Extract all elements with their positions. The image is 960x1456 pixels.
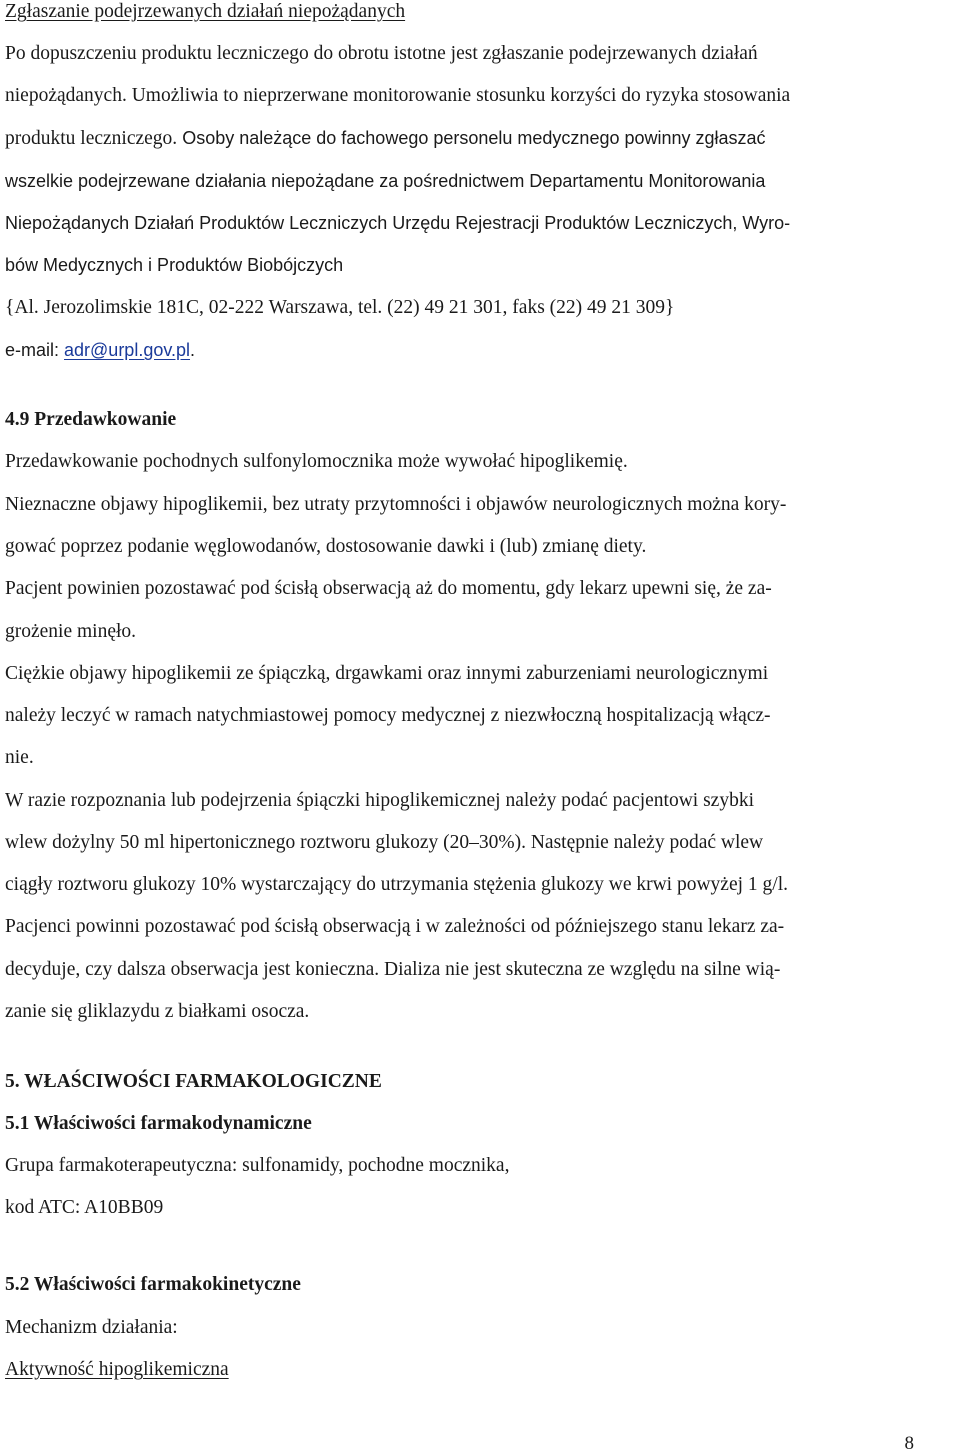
section-4-9-heading: 4.9 Przedawkowanie xyxy=(5,409,177,430)
overdose-line-11: ciągły roztworu glukozy 10% wystarczający do utrzymania stężenia glukozy we krwi powyżej 1 g/l. xyxy=(5,874,788,895)
page-number: 8 xyxy=(904,1433,914,1454)
adverse-address: {Al. Jerozolimskie 181C, 02-222 Warszawa, tel. (22) 49 21 301, faks (22) 49 21 309} xyxy=(5,297,675,318)
adverse-email-line xyxy=(5,338,195,362)
overdose-line-3: gować poprzez podanie węglowodanów, dostosowanie dawki i (lub) zmianę diety. xyxy=(5,536,647,557)
email-link[interactable]: adr@urpl.gov.pl xyxy=(64,340,191,360)
overdose-line-2: Nieznaczne objawy hipoglikemii, bez utraty przytomności i objawów neurologicznych można kory- xyxy=(5,494,787,515)
pharmacotherapeutic-group: Grupa farmakoterapeutyczna: sulfonamidy, pochodne mocznika, xyxy=(5,1155,510,1176)
overdose-line-4: Pacjent powinien pozostawać pod ścisłą obserwacją aż do momentu, gdy lekarz upewni się, że za- xyxy=(5,578,772,599)
adverse-line-2: niepożądanych. Umożliwia to nieprzerwane monitorowanie stosunku korzyści do ryzyka stosowania xyxy=(5,85,791,106)
overdose-line-7: należy leczyć w ramach natychmiastowej pomocy medycznej z niezwłoczną hospitalizacją włącz- xyxy=(5,705,771,726)
adverse-line-4: wszelkie podejrzewane działania niepożądane za pośrednictwem Departamentu Monitorowania xyxy=(5,171,766,191)
email-prefix: e-mail: xyxy=(5,340,65,360)
adverse-line-1: Po dopuszczeniu produktu leczniczego do obrotu istotne jest zgłaszanie podejrzewanych działań xyxy=(5,43,758,64)
adverse-line-3a: produktu leczniczego. xyxy=(5,128,178,149)
section-5-2-heading: 5.2 Właściwości farmakokinetyczne xyxy=(5,1274,301,1295)
overdose-line-13: decyduje, czy dalsza obserwacja jest konieczna. Dializa nie jest skuteczna ze względu na silne wią- xyxy=(5,959,781,980)
overdose-line-8: nie. xyxy=(5,747,34,768)
section-5-heading: 5. WŁAŚCIWOŚCI FARMAKOLOGICZNE xyxy=(5,1071,382,1092)
overdose-line-14: zanie się gliklazydu z białkami osocza. xyxy=(5,1001,310,1022)
overdose-line-5: grożenie minęło. xyxy=(5,621,137,642)
mechanism-label: Mechanizm działania: xyxy=(5,1317,178,1338)
section-5-1-heading: 5.1 Właściwości farmakodynamiczne xyxy=(5,1113,312,1134)
overdose-line-9: W razie rozpoznania lub podejrzenia śpiączki hipoglikemicznej należy podać pacjentowi szybki xyxy=(5,790,754,811)
overdose-line-12: Pacjenci powinni pozostawać pod ścisłą obserwacją i w zależności od późniejszego stanu lekarz za- xyxy=(5,916,785,937)
atc-code: kod ATC: A10BB09 xyxy=(5,1197,164,1218)
hypoglycemic-activity-heading: Aktywność hipoglikemiczna xyxy=(5,1359,229,1380)
email-suffix: . xyxy=(190,340,196,360)
adverse-line-3b: Osoby należące do fachowego personelu medycznego powinny zgłaszać xyxy=(177,128,766,148)
overdose-line-10: wlew dożylny 50 ml hipertonicznego roztworu glukozy (20–30%). Następnie należy podać wlew xyxy=(5,832,764,853)
overdose-line-1: Przedawkowanie pochodnych sulfonylomocznika może wywołać hipoglikemię. xyxy=(5,451,628,472)
adverse-reporting-heading: Zgłaszanie podejrzewanych działań niepożądanych xyxy=(5,1,406,22)
adverse-line-5: Niepożądanych Działań Produktów Leczniczych Urzędu Rejestracji Produktów Leczniczych, Wyro- xyxy=(5,213,791,233)
adverse-line-6: bów Medycznych i Produktów Biobójczych xyxy=(5,255,344,275)
adverse-line-3 xyxy=(5,126,766,151)
overdose-line-6: Ciężkie objawy hipoglikemii ze śpiączką, drgawkami oraz innymi zaburzeniami neurologicznymi xyxy=(5,663,769,684)
